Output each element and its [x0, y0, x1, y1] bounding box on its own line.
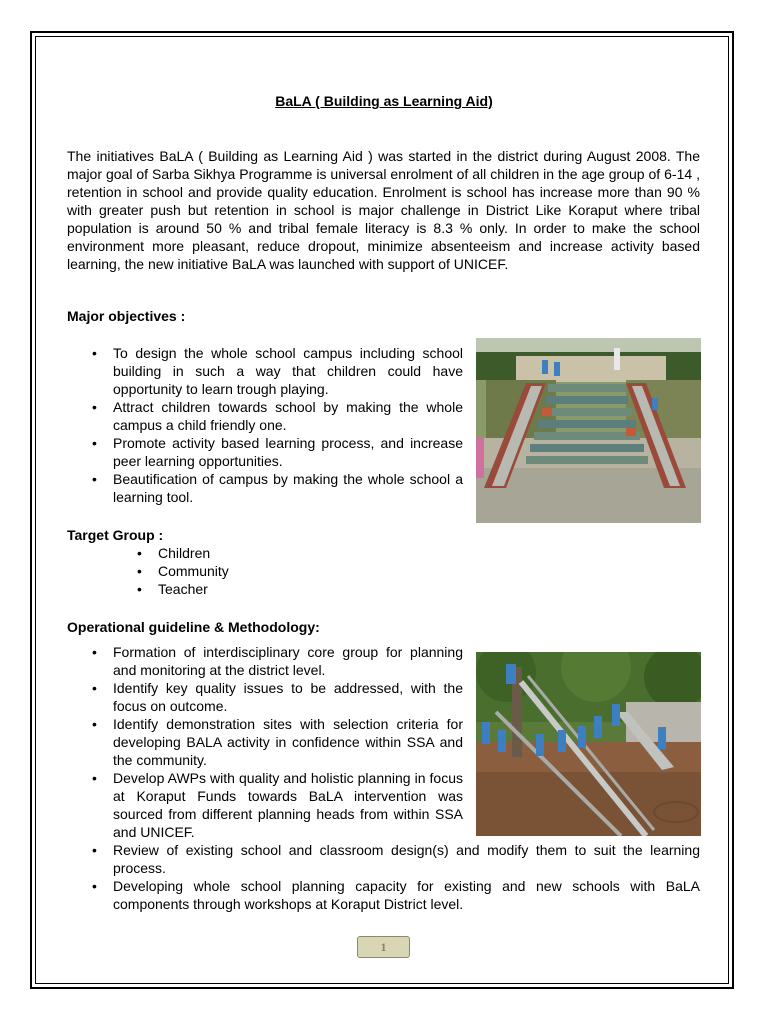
- page-number: 1: [357, 936, 410, 958]
- list-item: • Children: [137, 544, 337, 562]
- list-item: • Attract children towards school by making the whole campus a child friendly one.: [92, 398, 463, 434]
- page-title: BaLA ( Building as Learning Aid): [275, 93, 493, 109]
- list-item: • Beautification of campus by making the whole school a learning tool.: [92, 470, 463, 506]
- list-item: • Teacher: [137, 580, 337, 598]
- list-item: • Developing whole school planning capacity for existing and new schools with BaLA components through workshops at Koraput District level.: [92, 877, 700, 913]
- objectives-heading: Major objectives :: [67, 308, 186, 324]
- slides-stairs-photo: [476, 338, 701, 523]
- operational-heading: Operational guideline & Methodology:: [67, 619, 320, 635]
- list-item: • Identify demonstration sites with selection criteria for developing BALA activity in confidence within SSA and the community.: [92, 715, 463, 769]
- intro-paragraph: The initiatives BaLA ( Building as Learning Aid ) was started in the district during August 2008. The major goal of Sarba Sikhya Programme is universal enrolment of all children in the age group of 6-14 , retention in school and provide quality education. Enrolment is school has increase more than 90 % with greater push but retention in school is major challenge in District Like Koraput where tribal population is around 50 % and tribal female literacy is 8.3 % only. In order to make the school environment more pleasant, reduce dropout, minimize absenteeism and increase activity based learning, the new initiative BaLA was launched with support of UNICEF.: [67, 148, 700, 272]
- playground-photo: [476, 652, 701, 836]
- list-item: • Formation of interdisciplinary core group for planning and monitoring at the district level.: [92, 643, 463, 679]
- list-item: • Review of existing school and classroom design(s) and modify them to suit the learning process.: [92, 841, 700, 877]
- target-group-heading: Target Group :: [67, 527, 164, 543]
- list-item: • Promote activity based learning process, and increase peer learning opportunities.: [92, 434, 463, 470]
- objectives-list: [92, 344, 463, 506]
- list-item: • Identify key quality issues to be addressed, with the focus on outcome.: [92, 679, 463, 715]
- list-item: • Community: [137, 562, 337, 580]
- target-group-list: [137, 544, 337, 598]
- list-item: • To design the whole school campus including school building in such a way that children could have opportunity to learn trough playing.: [92, 344, 463, 398]
- list-item: • Develop AWPs with quality and holistic planning in focus at Koraput Funds towards BaLA intervention was sourced from different planning heads from within SSA and UNICEF.: [92, 769, 463, 841]
